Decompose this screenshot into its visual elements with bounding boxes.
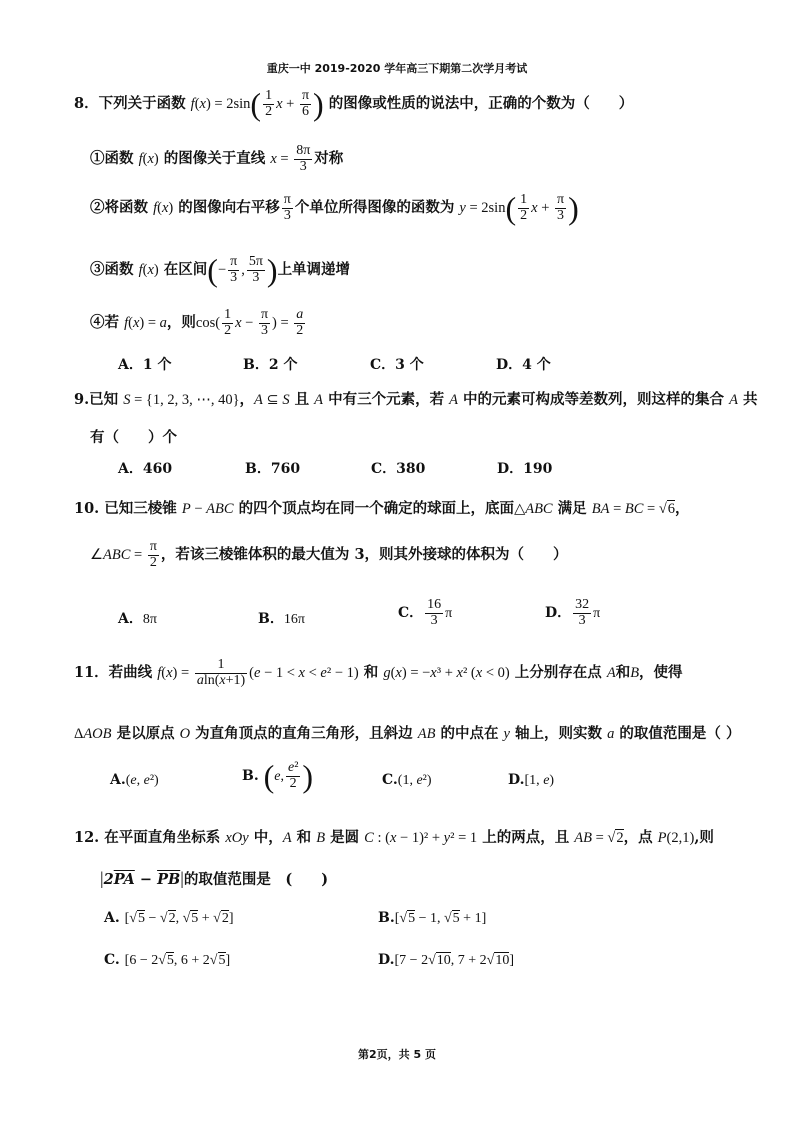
q8-option-d[interactable]: D．4 个 <box>496 357 551 373</box>
page-header: 重庆一中 2019-2020 学年高三下期第二次学月考试 <box>266 62 528 75</box>
question-9-line-2: 有（ ）个 <box>90 429 177 446</box>
q8-option-c[interactable]: C．3 个 <box>370 357 424 373</box>
question-11-line-1: 11．若曲线 f(x) = $\frac{1}{aln(x+1)}$ (e − 1 < x < e² − 1) 和 g(x) = −x³ + x² (x < 0) 上分别存在点 A和B，使得 <box>74 657 683 688</box>
question-8-stem: 的图像或性质的说法中，正确的个数为（ ） <box>328 95 634 112</box>
q8-statement-2: ②将函数 f(x) 的图像向右平移 $\frac{\pi}{3}$ 个单位所得图像的函数为 y = 2sin( $\frac{1}{2}$ x + $\frac{\pi}{3}$ ) <box>90 190 579 226</box>
q11-option-d[interactable]: D.[1, e) <box>508 772 555 788</box>
q12-option-c[interactable]: C. [6 − 2√5, 6 + 2√5] <box>104 952 231 968</box>
question-12-line-1: 12. 在平面直角坐标系 xOy 中，A 和 B 是圆 C : (x − 1)² + y² = 1 上的两点，且 AB = √2，点 P(2,1),则 <box>74 829 714 846</box>
q9-option-a[interactable]: A．460 <box>118 461 173 477</box>
page-footer: 第2页，共 5 页 <box>358 1048 436 1061</box>
q12-option-d[interactable]: D.[7 − 2√10, 7 + 2√10] <box>378 952 515 968</box>
q12-option-b[interactable]: B.[√5 − 1, √5 + 1] <box>378 910 487 926</box>
q9-option-b[interactable]: B．760 <box>245 461 301 477</box>
q10-option-d[interactable]: D． $\frac{32}{3}$ π <box>545 597 601 628</box>
q8-option-b[interactable]: B．2 个 <box>243 357 298 373</box>
q8-statement-4: ④若 f(x) = a，则cos( $\frac{1}{2}$ x − $\frac{\pi}{3}$ ) = $\frac{a}{2}$ <box>90 307 304 338</box>
q10-option-c[interactable]: C． $\frac{16}{3}$ π <box>398 597 453 628</box>
q9-option-c[interactable]: C．380 <box>371 461 426 477</box>
q10-option-b[interactable]: B．16π <box>258 611 305 627</box>
question-12-line-2: $|2\overline{PA} - \overline{PB}|$的取值范围是 ( ) <box>100 868 329 888</box>
question-9-line-1: 9.已知 S = {1, 2, 3, ⋯, 40}，A ⊆ S 且 A 中有三个元素，若 A 中的元素可构成等差数列，则这样的集合 A 共 <box>74 391 758 408</box>
q10-option-a[interactable]: A．8π <box>118 611 157 627</box>
q11-option-c[interactable]: C.(1, e²) <box>382 772 432 788</box>
q8-statement-1: ①函数 f(x) 的图像关于直线 x = $\frac{8\pi}{3}$ 对称 <box>90 143 344 174</box>
question-8-number: 8． <box>74 95 99 112</box>
q8-statement-3: ③函数 f(x) 在区间(− $\frac{\pi}{3}$ , $\frac{5\pi}{3}$ )上单调递增 <box>90 252 351 288</box>
question-10-line-2: ∠ABC = $\frac{\pi}{2}$ ，若该三棱锥体积的最大值为 3，则其外接球的体积为（ ） <box>90 539 568 570</box>
q11-option-a[interactable]: A.(e, e²) <box>110 772 159 788</box>
q11-option-b[interactable]: B. (e, $\frac{\text{e²}}{2}$ ) <box>242 758 314 794</box>
question-11-line-2: ΔAOB 是以原点 O 为直角顶点的直角三角形，且斜边 AB 的中点在 y 轴上，则实数 a 的取值范围是（ ） <box>74 725 741 742</box>
question-8: 8．下列关于函数 f(x) = 2sin( $\frac{1}{2}$ x + $\frac{\pi}{6}$ ) 的图像或性质的说法中，正确的个数为（ ） <box>74 86 634 122</box>
q8-option-a[interactable]: A．1 个 <box>118 357 172 373</box>
q9-option-d[interactable]: D．190 <box>497 461 553 477</box>
q12-option-a[interactable]: A. [√5 − √2, √5 + √2] <box>104 910 234 926</box>
question-10-line-1: 10. 已知三棱锥 P − ABC 的四个顶点均在同一个确定的球面上，底面△ABC 满足 BA = BC = √6， <box>74 500 690 517</box>
